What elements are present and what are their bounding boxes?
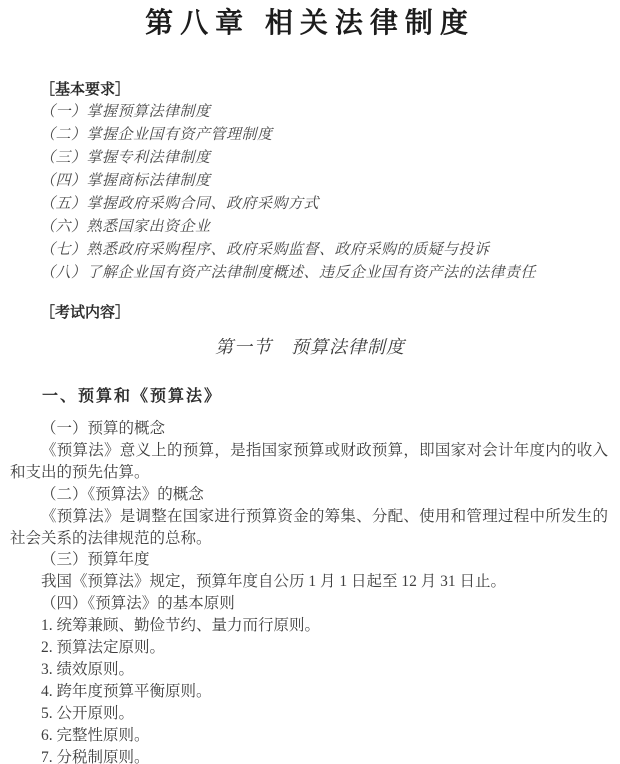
requirement-item: （七）熟悉政府采购程序、政府采购监督、政府采购的质疑与投诉 [40, 242, 490, 258]
body-paragraph: （一）预算的概念 [41, 420, 166, 437]
requirement-item: （一）掌握预算法律制度 [40, 104, 211, 120]
section-title: 第一节 预算法律制度 [215, 337, 405, 357]
body-paragraph: 《预算法》意义上的预算，是指国家预算或财政预算，即国家对会计年度内的收入和支出的预先估算。 [10, 441, 608, 481]
body-paragraph: （二）《预算法》的概念 [41, 485, 204, 503]
body-paragraph: 5. 公开原则。 [41, 704, 135, 722]
requirement-item: （六）熟悉国家出资企业 [40, 219, 211, 235]
subsection-title: 一、预算和《预算法》 [42, 388, 223, 405]
basic-requirements-label: ［基本要求］ [40, 81, 131, 98]
body-paragraph: 6. 完整性原则。 [41, 726, 150, 744]
body-paragraph: 1. 统筹兼顾、勤俭节约、量力而行原则。 [41, 617, 321, 635]
body-paragraph: 3. 绩效原则。 [41, 660, 135, 678]
requirement-item: （三）掌握专利法律制度 [40, 150, 211, 166]
chapter-title: 第八章 相关法律制度 [145, 7, 475, 38]
section-body [10, 418, 608, 764]
requirement-item: （八）了解企业国有资产法律制度概述、违反企业国有资产法的法律责任 [40, 265, 537, 281]
exam-content-label: ［考试内容］ [40, 304, 131, 321]
requirement-item: （二）掌握企业国有资产管理制度 [40, 127, 273, 143]
basic-requirements-list [10, 101, 608, 285]
body-paragraph: 我国《预算法》规定，预算年度自公历 1 月 1 日起至 12 月 31 日止。 [41, 573, 507, 591]
body-paragraph: （四）《预算法》的基本原则 [41, 595, 235, 613]
body-paragraph: 7. 分税制原则。 [41, 748, 150, 764]
body-paragraph: 2. 预算法定原则。 [41, 639, 166, 657]
body-paragraph: 《预算法》是调整在国家进行预算资金的筹集、分配、使用和管理过程中所发生的社会关系的法律规范的总称。 [10, 507, 608, 547]
requirement-item: （五）掌握政府采购合同、政府采购方式 [40, 196, 320, 212]
body-paragraph: （三）预算年度 [41, 551, 150, 569]
requirement-item: （四）掌握商标法律制度 [40, 173, 211, 189]
body-paragraph: 4. 跨年度预算平衡原则。 [41, 682, 212, 700]
